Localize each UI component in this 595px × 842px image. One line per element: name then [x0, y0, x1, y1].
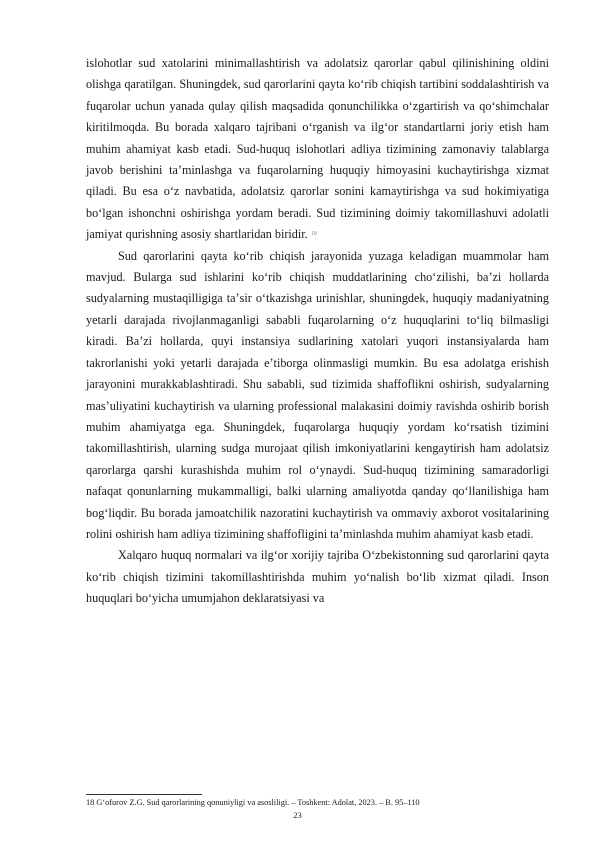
- page-number: 23: [293, 810, 302, 820]
- footnote: 18 Gʻofurov Z.G. Sud qarorlarining qonuniyligi va asosliligi. – Toshkent: Adolat, 2023. – B. 95–110: [86, 798, 420, 807]
- body-text: [86, 53, 549, 610]
- paragraph-2: Sud qarorlarini qayta koʻrib chiqish jarayonida yuzaga keladigan muammolar ham mavjud. Bularga sud ishlarini koʻrib chiqish muddatlarining choʻzilishi, baʼzi hollarda sudyalarning mustaqilligiga taʼsir oʻtkazishga urinishlar, shuningdek, huquqiy madaniyatning yetarli darajada rivojlanmaganligi sababli fuqarolarning oʻz huquqlarini toʻliq bilmasligi kiradi. Baʼzi hollarda, quyi instansiya sudlarining xatolari yuqori instansiyalarda ham takrorlanishi yoki yetarli darajada eʼtiborga olinmasligi mumkin. Bu esa adolatga erishish jarayonini murakkablashtiradi. Shu sababli, sud tizimida shaffoflikni oshirish, sudyalarning masʼuliyatini kuchaytirish va ularning professional malakasini doimiy ravishda oshirib borish muhim ahamiyatga ega. Shuningdek, fuqarolarga huquqiy yordam koʻrsatish tizimini takomillashtirish, ularning sudga murojaat qilish imkoniyatlarini kengaytirish ham adolatsiz qarorlarga qarshi kurashishda muhim rol oʻynaydi. Sud-huquq tizimining samaradorligi nafaqat qonunlarning mukammalligi, balki ularning amaliyotda qanday qoʻllanilishiga ham bogʻliqdir. Bu borada jamoatchilik nazoratini kuchaytirish va ommaviy axborot vositalarining rolini oshirish ham adliya tizimining shaffofligini taʼminlashda muhim ahamiyat kasb etadi.: [86, 248, 549, 541]
- footnote-reference[interactable]: 18: [310, 231, 317, 238]
- paragraph-1-text: islohotlar sud xatolarini minimallashtirish va adolatsiz qarorlar qabul qilinishining oldini olishga qaratilgan. Shuningdek, sud qarorlarini qayta koʻrib chiqish tartibini soddalashtirish va fuqarolar uchun yanada qulay qilish maqsadida qonunchilikka oʻzgartirish va qoʻshimchalar kiritilmoqda. Bu borada xalqaro tajribani oʻrganish va ilgʻor standartlarni joriy etish ham muhim ahamiyat kasb etadi. Sud-huquq islohotlari adliya tizimining zamonaviy talablarga javob berishini taʼminlashga va fuqarolarning huquqiy himoyasini kuchaytirishga xizmat qiladi. Bu esa oʻz navbatida, adolatsiz qarorlar sonini kamaytirishga va sud hokimiyatiga boʻlgan ishonchni oshirishga yordam beradi. Sud tizimining doimiy takomillashuvi adolatli jamiyat qurishning asosiy shartlaridan biridir.: [86, 56, 549, 242]
- paragraph-1: [86, 53, 549, 246]
- paragraph-3: Xalqaro huquq normalari va ilgʻor xorijiy tajriba Oʻzbekistonning sud qarorlarini qayta koʻrib chiqish tizimini takomillashtirishda muhim yoʻnalish boʻlib xizmat qiladi. Inson huquqlari boʻyicha umumjahon deklaratsiyasi va: [86, 548, 549, 606]
- footnote-separator: [86, 794, 202, 795]
